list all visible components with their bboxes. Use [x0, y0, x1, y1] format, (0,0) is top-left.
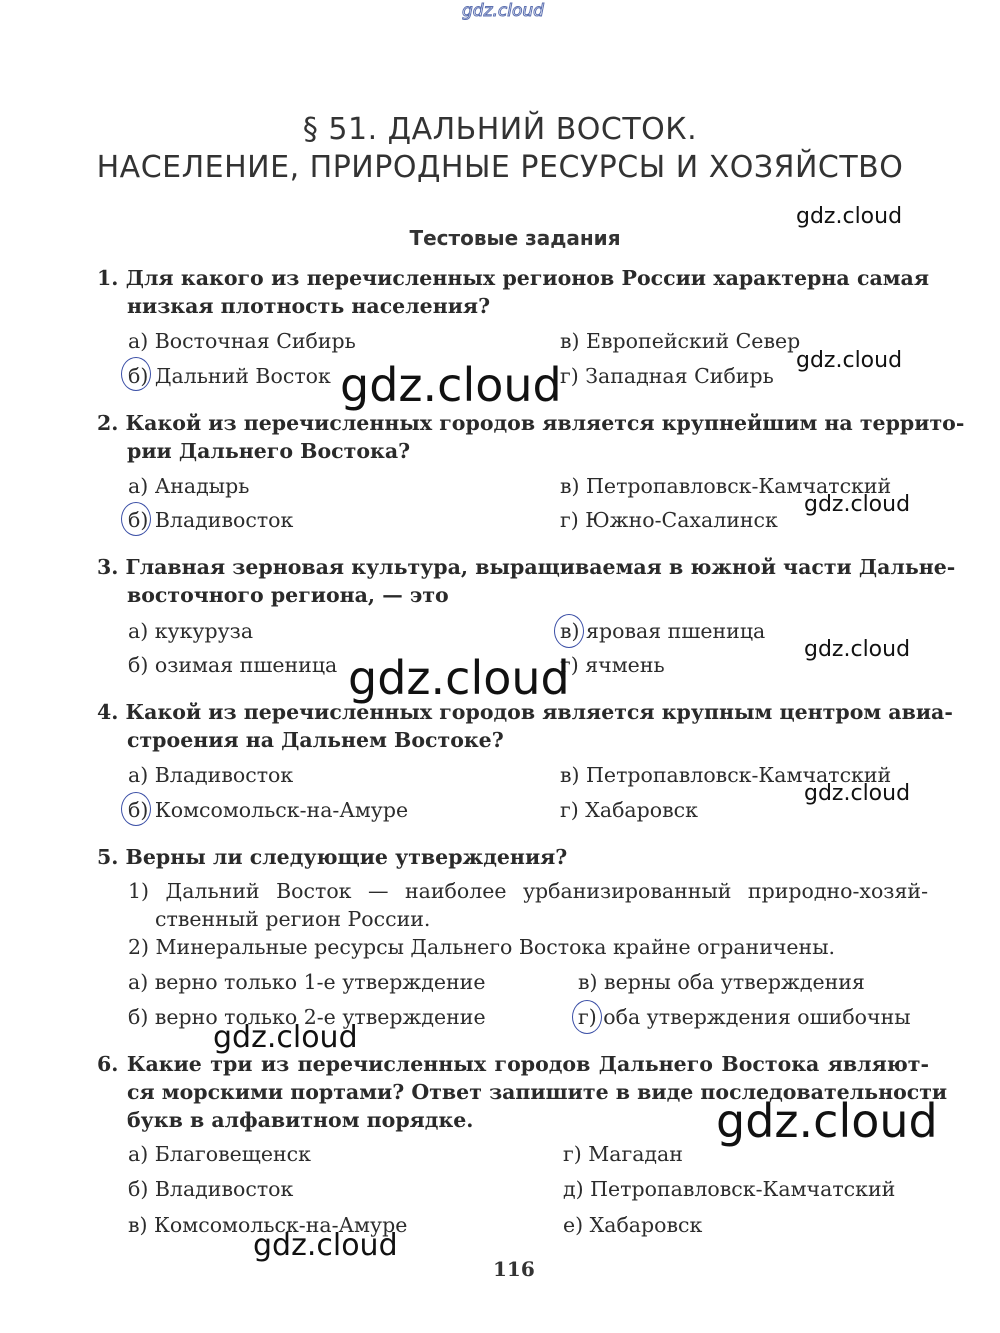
question-1-line2: низкая плотность населения?	[127, 294, 491, 318]
q3-option-g: г) ячмень	[560, 653, 665, 677]
q2-option-b: б) Владивосток	[128, 508, 294, 532]
section-subtitle: Тестовые задания	[409, 226, 621, 250]
q5-statement-1-cont: ственный регион России.	[155, 907, 431, 931]
watermark-small-5: gdz.cloud	[804, 781, 911, 806]
q5-option-a: а) верно только 1-е утверждение	[128, 970, 486, 994]
watermark-small-1: gdz.cloud	[796, 204, 903, 229]
question-2-line1: 2. Какой из перечисленных городов является крупнейшим на террито-	[97, 411, 965, 435]
page-title-line2: НАСЕЛЕНИЕ, ПРИРОДНЫЕ РЕСУРСЫ И ХОЗЯЙСТВО	[96, 150, 904, 185]
q3-option-b: б) озимая пшеница	[128, 653, 338, 677]
q3-option-a: а) кукуруза	[128, 619, 254, 643]
question-2-line2: рии Дальнего Востока?	[127, 439, 411, 463]
q6-option-a: а) Благовещенск	[128, 1142, 311, 1166]
q3-option-v: в) яровая пшеница	[560, 619, 766, 643]
q1-option-b: б) Дальний Восток	[128, 364, 331, 388]
question-1-line1: 1. Для какого из перечисленных регионов России характерна самая	[97, 266, 929, 290]
q4-option-b: б) Комсомольск-на-Амуре	[128, 798, 409, 822]
watermark-small-2: gdz.cloud	[796, 348, 903, 373]
q6-option-e: е) Хабаровск	[563, 1213, 703, 1237]
watermark-top: gdz.cloud	[462, 1, 544, 21]
watermark-big-3: gdz.cloud	[716, 1094, 938, 1148]
watermark-small-4: gdz.cloud	[804, 637, 911, 662]
answer-circle-q3	[554, 614, 584, 648]
q2-option-a: а) Анадырь	[128, 474, 250, 498]
question-4-line1: 4. Какой из перечисленных городов является крупным центром авиа-	[97, 700, 953, 724]
q2-option-g: г) Южно-Сахалинск	[560, 508, 778, 532]
question-5-line1: 5. Верны ли следующие утверждения?	[97, 845, 568, 869]
q1-option-v: в) Европейский Север	[560, 329, 801, 353]
q5-option-b: б) верно только 2-е утверждение	[128, 1005, 486, 1029]
watermark-big-1: gdz.cloud	[340, 358, 562, 412]
question-6-line2: ся морскими портами? Ответ запишите в виде последовательности	[127, 1080, 948, 1104]
q5-option-v: в) верны оба утверждения	[578, 970, 865, 994]
question-3-line1: 3. Главная зерновая культура, выращиваемая в южной части Дальне-	[97, 555, 956, 579]
watermark-small-3: gdz.cloud	[804, 492, 911, 517]
page-title-line1: § 51. ДАЛЬНИЙ ВОСТОК.	[302, 112, 698, 147]
q6-option-g: г) Магадан	[563, 1142, 683, 1166]
q2-option-v: в) Петропавловск-Камчатский	[560, 474, 892, 498]
q6-option-b: б) Владивосток	[128, 1177, 294, 1201]
watermark-mid-1: gdz.cloud	[213, 1020, 358, 1055]
watermark-mid-2: gdz.cloud	[253, 1228, 398, 1263]
q1-option-g: г) Западная Сибирь	[560, 364, 774, 388]
q1-option-a: а) Восточная Сибирь	[128, 329, 356, 353]
q6-option-v: в) Комсомольск-на-Амуре	[128, 1213, 408, 1237]
page-number: 116	[493, 1257, 535, 1281]
question-3-line2: восточного региона, — это	[127, 583, 449, 607]
q5-statement-2: 2) Минеральные ресурсы Дальнего Востока крайне ограничены.	[128, 935, 836, 959]
q4-option-a: а) Владивосток	[128, 763, 294, 787]
watermark-big-2: gdz.cloud	[348, 651, 570, 705]
question-6-line1: 6. Какие три из перечисленных городов Дальнего Востока являют-	[97, 1052, 929, 1076]
question-4-line2: строения на Дальнем Востоке?	[127, 728, 504, 752]
answer-circle-q2	[121, 502, 151, 536]
q4-option-v: в) Петропавловск-Камчатский	[560, 763, 892, 787]
q6-option-d: д) Петропавловск-Камчатский	[563, 1177, 896, 1201]
question-6-line3: букв в алфавитном порядке.	[127, 1108, 474, 1132]
answer-circle-q1	[121, 357, 151, 391]
answer-circle-q5	[572, 1000, 602, 1034]
q4-option-g: г) Хабаровск	[560, 798, 698, 822]
q5-option-g: г) оба утверждения ошибочны	[578, 1005, 911, 1029]
q5-statement-1: 1) Дальний Восток — наиболее урбанизированный природно-хозяй-	[128, 879, 928, 903]
answer-circle-q4	[121, 792, 151, 826]
